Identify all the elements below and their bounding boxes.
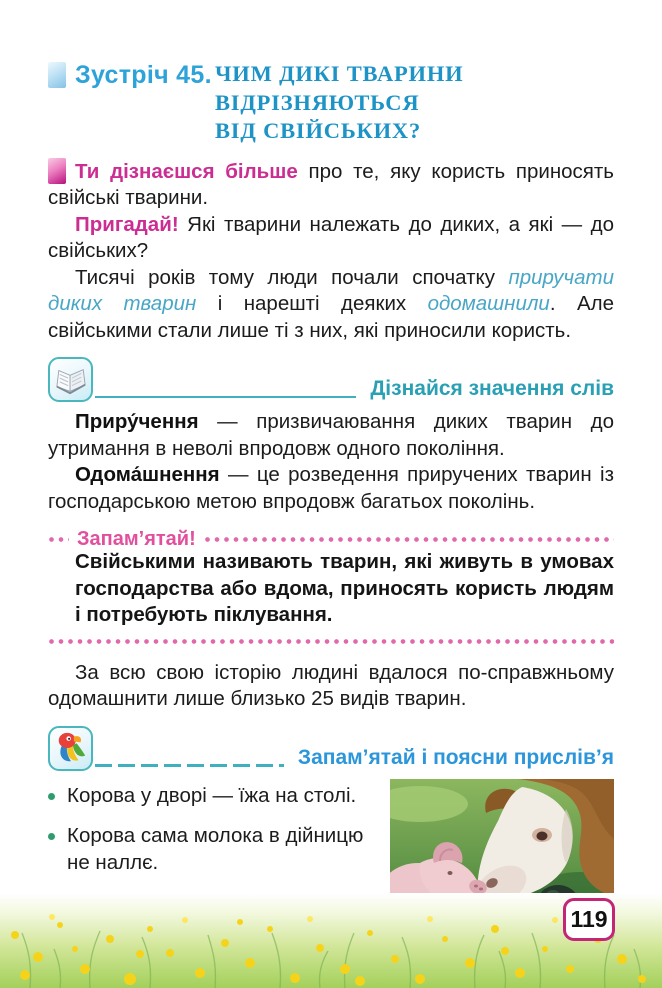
history-keyword-1: приручати диких тварин [48, 265, 614, 315]
history-text-1: Тисячі років тому люди почали спочатку [75, 265, 509, 289]
vocab-section-header [48, 355, 614, 402]
proverbs-section-title: Запам’ятай і поясни прислів’я [297, 745, 614, 769]
history-text-3: . Але свійськими стали лише ті з них, які приносили користь. [48, 292, 614, 342]
lesson-marker-icon [48, 62, 66, 88]
lesson-title [215, 60, 463, 146]
history-text-2: і нарешті деяких [196, 292, 428, 315]
lesson-header [48, 60, 614, 146]
term-domestication: Одома́шнення [75, 463, 220, 486]
recall-text: Які тварини належать до диких, а які — до свійських? [48, 212, 614, 262]
open-book-icon [48, 357, 93, 402]
vocab-section-title: Дізнайся значення слів [370, 377, 614, 400]
term-taming: Приру́чення [75, 410, 199, 433]
recall-paragraph [48, 212, 614, 265]
definition-taming-text: — призвичаювання диких тварин до утримання в неволі впродовж одного покоління. [48, 410, 614, 460]
remember-box [48, 529, 614, 645]
meadow-footer [0, 893, 662, 988]
dotted-top-border [204, 536, 614, 543]
history-keyword-2: одомашнили [427, 292, 550, 315]
proverb-text: Корова у дворі — їжа на столі. [67, 783, 357, 807]
definition-domestication-text: — це розведення приручених тварин із господарською метою впродовж багатьох поколінь. [48, 463, 614, 513]
proverb-text: Корова сама молока в дійницю не наллє. [67, 824, 364, 874]
page-number: 119 [570, 906, 608, 932]
page-number-badge [563, 898, 615, 941]
lesson-title-line-2: ВІДРІЗНЯЮТЬСЯ [215, 89, 420, 115]
recall-label: Пригадай! [75, 212, 179, 236]
lesson-body [48, 158, 614, 958]
lead-text: про те, яку користь приносять свійські тварини. [48, 159, 614, 209]
fact-paragraph: За всю свою історію людині вдалося по-справжньому одомашнити лише близько 25 видів тварин. [48, 660, 614, 710]
proverbs-section-header [48, 724, 614, 771]
lesson-number-block [48, 60, 215, 89]
dotted-lead-ornament [48, 536, 69, 543]
lead-label: Ти дізнаєшся більше [75, 159, 298, 183]
definition-taming [48, 409, 614, 462]
remember-box-text: Свійськими називають тварин, які живуть в умовах господарства або вдома, приносять користь людям і потребують піклування. [75, 550, 614, 626]
lesson-title-line-1: ЧИМ ДИКІ ТВАРИНИ [215, 61, 464, 86]
lesson-title-line-3: ВІД СВІЙСЬКИХ? [215, 118, 422, 143]
intro-paragraph [48, 158, 614, 212]
definition-domestication [48, 462, 614, 515]
proverb-item [48, 783, 375, 810]
remember-box-header [48, 529, 614, 549]
bullet-icon [48, 833, 55, 840]
bullet-icon [48, 793, 55, 800]
intro-marker-icon [48, 158, 66, 184]
remember-box-title: Запам’ятай! [77, 527, 196, 550]
proverb-item [48, 823, 375, 876]
section-rule-dashed [95, 764, 284, 767]
parrot-icon [48, 726, 93, 771]
lesson-number-label: Зустріч 45. [75, 61, 212, 89]
section-rule [95, 396, 356, 398]
history-paragraph [48, 265, 614, 345]
dotted-bottom-border [48, 638, 614, 645]
